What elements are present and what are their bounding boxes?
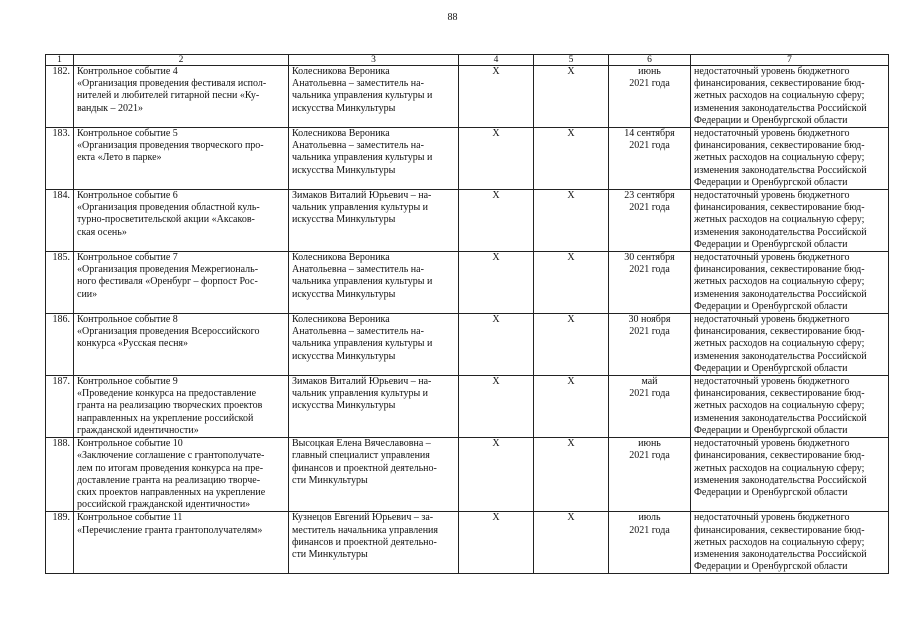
column-4-mark: X (459, 314, 534, 376)
date-cell-line: 2021 года (629, 388, 670, 400)
risk-cell-line: финансирования, секвестирование бюд- (694, 326, 865, 338)
date-cell-line: 2021 года (629, 202, 670, 214)
risk-cell-line: недостаточный уровень бюджетного (694, 190, 850, 202)
column-header-4: 4 (459, 55, 534, 66)
responsible-cell-line: Анатольевна – заместитель на- (292, 264, 424, 276)
row-number: 187. (46, 376, 74, 438)
responsible-cell (289, 314, 459, 376)
event-cell-line: «Организация проведения областной куль- (77, 202, 260, 214)
responsible-cell-line: Зимаков Виталий Юрьевич – на- (292, 190, 432, 202)
event-cell-line: конкурса «Русская песня» (77, 338, 189, 350)
responsible-cell (289, 512, 459, 574)
risk-cell-line: финансирования, секвестирование бюд- (694, 202, 865, 214)
risk-cell-line: жетных расходов на социальную сферу; (694, 536, 865, 548)
risk-cell-line: Федерации и Оренбургской области (694, 561, 848, 573)
column-5-mark: X (534, 512, 609, 574)
column-header-1: 1 (46, 55, 74, 66)
risk-cell-line: жетных расходов на социальную сферу; (694, 214, 865, 226)
responsible-cell-line: Зимаков Виталий Юрьевич – на- (292, 376, 432, 388)
responsible-cell-line: Колесникова Вероника (292, 252, 390, 264)
event-cell-line: ного фестиваля «Оренбург – форпост Рос- (77, 276, 258, 288)
event-cell-line: Контрольное событие 9 (77, 376, 178, 388)
event-cell (74, 438, 289, 512)
table-body (46, 66, 889, 574)
risk-cell-line: Федерации и Оренбургской области (694, 238, 848, 250)
risk-cell-line: финансирования, секвестирование бюд- (694, 78, 865, 90)
risk-cell (691, 66, 889, 128)
row-number: 185. (46, 252, 74, 314)
risk-cell-line: изменения законодательства Российской (694, 474, 867, 486)
column-5-mark: X (534, 128, 609, 190)
responsible-cell-line: чальник управления культуры и (292, 388, 429, 400)
column-4-mark: X (459, 190, 534, 252)
risk-cell-line: жетных расходов на социальную сферу; (694, 276, 865, 288)
responsible-cell (289, 252, 459, 314)
event-cell-line: вандык – 2021» (77, 102, 144, 114)
event-cell-line: сии» (77, 288, 98, 300)
risk-cell-line: финансирования, секвестирование бюд- (694, 264, 865, 276)
event-cell-line: Контрольное событие 7 (77, 252, 178, 264)
responsible-cell-line: сти Минкультуры (292, 474, 368, 486)
table-row (46, 66, 889, 128)
date-cell-line: 2021 года (629, 264, 670, 276)
responsible-cell-line: меститель начальника управления (292, 524, 438, 536)
date-cell (609, 438, 691, 512)
event-cell-line: направленных на укрепление российской (77, 412, 254, 424)
date-cell-line: 2021 года (629, 524, 670, 536)
responsible-cell-line: искусства Минкультуры (292, 164, 396, 176)
event-cell-line: «Организация проведения Межрегиональ- (77, 264, 259, 276)
event-cell-line: «Заключение соглашение с грантополучате- (77, 450, 265, 462)
responsible-cell-line: Высоцкая Елена Вячеславовна – (292, 438, 431, 450)
date-cell (609, 376, 691, 438)
risk-cell (691, 314, 889, 376)
event-cell-line: лем по итогам проведения конкурса на пре- (77, 462, 264, 474)
risk-cell-line: недостаточный уровень бюджетного (694, 438, 850, 450)
responsible-cell-line: искусства Минкультуры (292, 350, 396, 362)
date-cell-line: 2021 года (629, 450, 670, 462)
risk-cell (691, 128, 889, 190)
risk-cell-line: жетных расходов на социальную сферу; (694, 152, 865, 164)
table-row (46, 252, 889, 314)
table-row (46, 438, 889, 512)
date-cell (609, 252, 691, 314)
responsible-cell (289, 190, 459, 252)
responsible-cell-line: Анатольевна – заместитель на- (292, 78, 424, 90)
column-5-mark: X (534, 66, 609, 128)
date-cell-line: 30 ноября (628, 314, 671, 326)
risk-cell-line: Федерации и Оренбургской области (694, 176, 848, 188)
event-cell-line: нителей и любителей гитарной песни «Ку- (77, 90, 260, 102)
event-cell-line: Контрольное событие 10 (77, 438, 183, 450)
event-cell-line: «Организация проведения творческого про- (77, 140, 264, 152)
responsible-cell-line: Анатольевна – заместитель на- (292, 326, 424, 338)
event-cell-line: Контрольное событие 6 (77, 190, 178, 202)
responsible-cell-line: искусства Минкультуры (292, 288, 396, 300)
risk-cell (691, 438, 889, 512)
column-5-mark: X (534, 314, 609, 376)
event-cell-line: «Проведение конкурса на предоставление (77, 388, 257, 400)
column-4-mark: X (459, 512, 534, 574)
date-cell-line: 30 сентября (624, 252, 675, 264)
column-4-mark: X (459, 66, 534, 128)
responsible-cell-line: искусства Минкультуры (292, 102, 396, 114)
date-cell (609, 66, 691, 128)
column-4-mark: X (459, 376, 534, 438)
responsible-cell-line: чальника управления культуры и (292, 90, 433, 102)
risk-cell (691, 190, 889, 252)
column-4-mark: X (459, 438, 534, 512)
risk-cell-line: изменения законодательства Российской (694, 350, 867, 362)
event-cell-line: российской гражданской идентичности» (77, 499, 251, 511)
risk-cell-line: Федерации и Оренбургской области (694, 424, 848, 436)
row-number: 184. (46, 190, 74, 252)
risk-cell-line: недостаточный уровень бюджетного (694, 128, 850, 140)
event-cell-line: Контрольное событие 11 (77, 512, 183, 524)
responsible-cell-line: Колесникова Вероника (292, 314, 390, 326)
table-row (46, 314, 889, 376)
risk-cell (691, 376, 889, 438)
date-cell-line: май (641, 376, 658, 388)
risk-cell-line: жетных расходов на социальную сферу; (694, 462, 865, 474)
risk-cell-line: финансирования, секвестирование бюд- (694, 524, 865, 536)
event-cell-line: екта «Лето в парке» (77, 152, 162, 164)
responsible-cell-line: Кузнецов Евгений Юрьевич – за- (292, 512, 434, 524)
risk-cell-line: недостаточный уровень бюджетного (694, 512, 850, 524)
event-cell (74, 128, 289, 190)
event-cell-line: «Перечисление гранта грантополучателям» (77, 524, 263, 536)
responsible-cell (289, 376, 459, 438)
table-row (46, 376, 889, 438)
table-row (46, 512, 889, 574)
responsible-cell-line: главный специалист управления (292, 450, 430, 462)
risk-cell-line: недостаточный уровень бюджетного (694, 376, 850, 388)
column-header-3: 3 (289, 55, 459, 66)
risk-cell-line: финансирования, секвестирование бюд- (694, 140, 865, 152)
event-cell-line: Контрольное событие 4 (77, 66, 178, 77)
risk-cell-line: жетных расходов на социальную сферу; (694, 338, 865, 350)
date-cell (609, 190, 691, 252)
control-events-table (45, 54, 889, 574)
risk-cell-line: жетных расходов на социальную сферу; (694, 90, 865, 102)
risk-cell (691, 252, 889, 314)
column-4-mark: X (459, 252, 534, 314)
date-cell-line: 14 сентября (624, 128, 675, 140)
risk-cell-line: Федерации и Оренбургской области (694, 114, 848, 126)
responsible-cell-line: искусства Минкультуры (292, 214, 396, 226)
risk-cell-line: недостаточный уровень бюджетного (694, 66, 850, 77)
responsible-cell-line: искусства Минкультуры (292, 400, 396, 412)
event-cell (74, 512, 289, 574)
row-number: 186. (46, 314, 74, 376)
date-cell-line: июнь (638, 438, 661, 450)
event-cell-line: «Организация проведения фестиваля испол- (77, 78, 267, 90)
date-cell-line: 2021 года (629, 140, 670, 152)
column-5-mark: X (534, 376, 609, 438)
responsible-cell-line: финансов и проектной деятельно- (292, 536, 437, 548)
event-cell-line: Контрольное событие 5 (77, 128, 178, 140)
date-cell-line: 23 сентября (624, 190, 675, 202)
date-cell (609, 128, 691, 190)
event-cell-line: ских проектов направленных на укрепление (77, 486, 266, 498)
responsible-cell-line: Колесникова Вероника (292, 66, 390, 77)
responsible-cell-line: Колесникова Вероника (292, 128, 390, 140)
column-header-2: 2 (74, 55, 289, 66)
risk-cell-line: финансирования, секвестирование бюд- (694, 388, 865, 400)
date-cell (609, 512, 691, 574)
table-row (46, 128, 889, 190)
responsible-cell-line: чальник управления культуры и (292, 202, 429, 214)
event-cell (74, 376, 289, 438)
risk-cell-line: жетных расходов на социальную сферу; (694, 400, 865, 412)
column-5-mark: X (534, 190, 609, 252)
responsible-cell-line: сти Минкультуры (292, 548, 368, 560)
event-cell (74, 66, 289, 128)
column-header-6: 6 (609, 55, 691, 66)
event-cell-line: доставление гранта на реализацию творче- (77, 474, 261, 486)
event-cell (74, 252, 289, 314)
column-5-mark: X (534, 438, 609, 512)
date-cell-line: 2021 года (629, 78, 670, 90)
event-cell-line: ская осень» (77, 226, 127, 238)
column-header-5: 5 (534, 55, 609, 66)
risk-cell-line: Федерации и Оренбургской области (694, 486, 848, 498)
responsible-cell-line: чальника управления культуры и (292, 152, 433, 164)
responsible-cell-line: Анатольевна – заместитель на- (292, 140, 424, 152)
risk-cell-line: изменения законодательства Российской (694, 102, 867, 114)
responsible-cell (289, 128, 459, 190)
risk-cell-line: изменения законодательства Российской (694, 548, 867, 560)
event-cell (74, 314, 289, 376)
row-number: 183. (46, 128, 74, 190)
table-row (46, 190, 889, 252)
risk-cell-line: недостаточный уровень бюджетного (694, 252, 850, 264)
date-cell (609, 314, 691, 376)
risk-cell (691, 512, 889, 574)
risk-cell-line: недостаточный уровень бюджетного (694, 314, 850, 326)
responsible-cell-line: чальника управления культуры и (292, 276, 433, 288)
risk-cell-line: изменения законодательства Российской (694, 288, 867, 300)
risk-cell-line: изменения законодательства Российской (694, 164, 867, 176)
risk-cell-line: Федерации и Оренбургской области (694, 362, 848, 374)
column-4-mark: X (459, 128, 534, 190)
risk-cell-line: изменения законодательства Российской (694, 226, 867, 238)
event-cell-line: «Организация проведения Всероссийского (77, 326, 260, 338)
page-number: 88 (447, 12, 458, 23)
responsible-cell (289, 438, 459, 512)
event-cell-line: Контрольное событие 8 (77, 314, 178, 326)
risk-cell-line: финансирования, секвестирование бюд- (694, 450, 865, 462)
date-cell-line: 2021 года (629, 326, 670, 338)
date-cell-line: июль (638, 512, 661, 524)
row-number: 182. (46, 66, 74, 128)
risk-cell-line: Федерации и Оренбургской области (694, 300, 848, 312)
event-cell-line: гранта на реализацию творческих проектов (77, 400, 263, 412)
date-cell-line: июнь (638, 66, 661, 77)
responsible-cell (289, 66, 459, 128)
event-cell (74, 190, 289, 252)
responsible-cell-line: чальника управления культуры и (292, 338, 433, 350)
responsible-cell-line: финансов и проектной деятельно- (292, 462, 437, 474)
column-5-mark: X (534, 252, 609, 314)
row-number: 189. (46, 512, 74, 574)
event-cell-line: гражданской идентичности» (77, 424, 199, 436)
row-number: 188. (46, 438, 74, 512)
risk-cell-line: изменения законодательства Российской (694, 412, 867, 424)
event-cell-line: турно-просветительской акции «Аксаков- (77, 214, 255, 226)
column-header-7: 7 (691, 55, 889, 66)
header-row (46, 55, 889, 66)
